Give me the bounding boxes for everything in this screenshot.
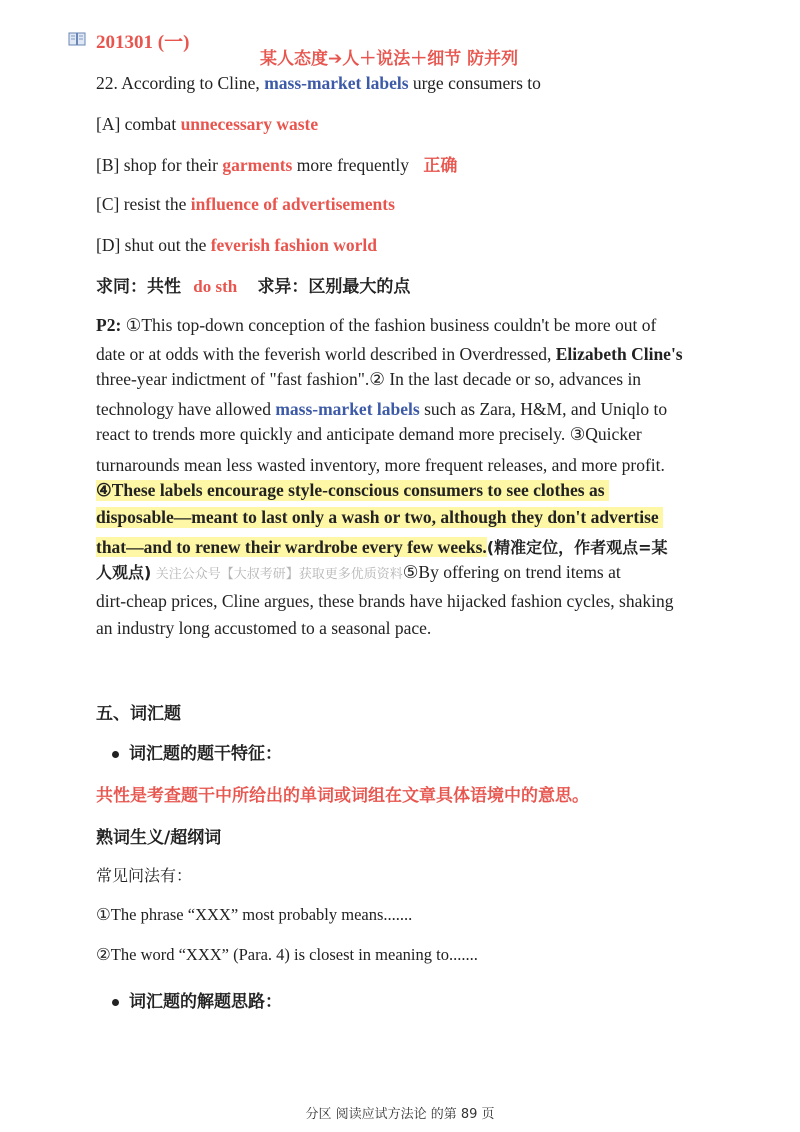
passage-line-4-pre: technology have allowed — [96, 399, 276, 419]
tip-same-label: 求同：共性 — [96, 277, 181, 297]
passage-line-1-text: ①This top-down conception of the fashion business couldn't be more out of — [125, 315, 657, 335]
option-d — [96, 235, 377, 256]
option-b-letter: [B] shop for their — [96, 155, 223, 175]
book-icon — [68, 32, 86, 46]
question-pattern-1: ①The phrase “XXX” most probably means....... — [96, 905, 413, 924]
passage-line-8-highlight: disposable—meant to last only a wash or two, although they don't advertise — [96, 507, 663, 528]
strategy-note: 某人态度➔人＋说法＋细节 防并列 — [260, 49, 519, 69]
common-question-label: 常见问法有： — [96, 866, 193, 885]
bullet-vocab-strategy — [112, 987, 282, 1012]
passage-line-6: turnarounds mean less wasted inventory, more frequent releases, and more profit. — [96, 455, 665, 475]
option-a-letter: [A] combat — [96, 114, 181, 134]
question-stem-key: mass-market labels — [264, 73, 409, 93]
bullet-vocab-features-text: 词汇题的题干特征： — [129, 744, 282, 764]
tip-diff-label: 求异：区别最大的点 — [257, 277, 411, 297]
option-d-letter: [D] shut out the — [96, 235, 211, 255]
passage-line-3: three-year indictment of "fast fashion".② In the last decade or so, advances in — [96, 369, 642, 389]
passage-line-9 — [96, 535, 668, 558]
passage-line-5: react to trends more quickly and anticipate demand more precisely. ③Quicker — [96, 424, 642, 444]
section-title: 五、词汇题 — [96, 704, 181, 724]
source-id: 201301 (一) — [96, 32, 190, 53]
option-a-key: unnecessary waste — [180, 114, 319, 134]
tip-same-value: do sth — [193, 277, 238, 296]
passage-line-9-note: (精准定位，作者观点=某 — [486, 538, 668, 557]
passage-line-11: dirt-cheap prices, Cline argues, these brands have hijacked fashion cycles, shaking — [96, 591, 674, 611]
passage-line-12: an industry long accustomed to a seasonal pace. — [96, 618, 432, 638]
option-c-key: influence of advertisements — [190, 194, 395, 214]
bullet-dot-icon — [112, 751, 119, 758]
question-pattern-2: ②The word “XXX” (Para. 4) is closest in meaning to....... — [96, 945, 478, 964]
commonality-statement: 共性是考查题干中所给出的单词或词组在文章具体语境中的意思。 — [96, 786, 589, 806]
passage-line-9-highlight: that—and to renew their wardrobe every few weeks. — [96, 537, 487, 557]
passage-line-1 — [96, 315, 656, 336]
bullet-dot-icon — [112, 999, 119, 1006]
passage-line-10-text: ⑤By offering on trend items at — [402, 562, 621, 582]
passage-line-10-note: 人观点) — [96, 563, 152, 582]
option-d-key: feverish fashion world — [210, 235, 377, 255]
option-b — [96, 151, 457, 176]
option-a — [96, 114, 318, 135]
passage-line-2-bold: Elizabeth Cline's — [555, 344, 683, 364]
question-stem-post: urge consumers to — [408, 73, 541, 93]
watermark-text: 关注公众号【大叔考研】获取更多优质资料 — [155, 567, 403, 582]
option-c-letter: [C] resist the — [96, 194, 191, 214]
option-b-key: garments — [222, 155, 293, 175]
option-b-correct-note: 正确 — [423, 156, 458, 176]
option-b-post: more frequently — [292, 155, 409, 175]
page-footer: 分区 阅读应试方法论 的第 89 页 — [305, 1107, 495, 1122]
subtitle-familiar-words: 熟词生义/超纲词 — [96, 828, 222, 848]
passage-line-4-key: mass-market labels — [275, 399, 420, 419]
passage-line-2-text: date or at odds with the feverish world described in Overdressed, — [96, 344, 556, 364]
passage-line-10 — [96, 560, 621, 583]
question-stem-pre: 22. According to Cline, — [96, 73, 265, 93]
passage-line-2 — [96, 344, 683, 365]
passage-line-4-post: such as Zara, H&M, and Uniqlo to — [419, 399, 668, 419]
tip-line — [96, 272, 410, 297]
passage-label: P2: — [96, 315, 126, 335]
passage-line-4 — [96, 399, 667, 420]
question-stem — [96, 73, 541, 94]
bullet-vocab-features — [112, 739, 282, 764]
passage-line-7-highlight: ④These labels encourage style-conscious consumers to see clothes as — [96, 480, 609, 501]
option-c — [96, 194, 395, 215]
bullet-vocab-strategy-text: 词汇题的解题思路： — [129, 992, 282, 1012]
